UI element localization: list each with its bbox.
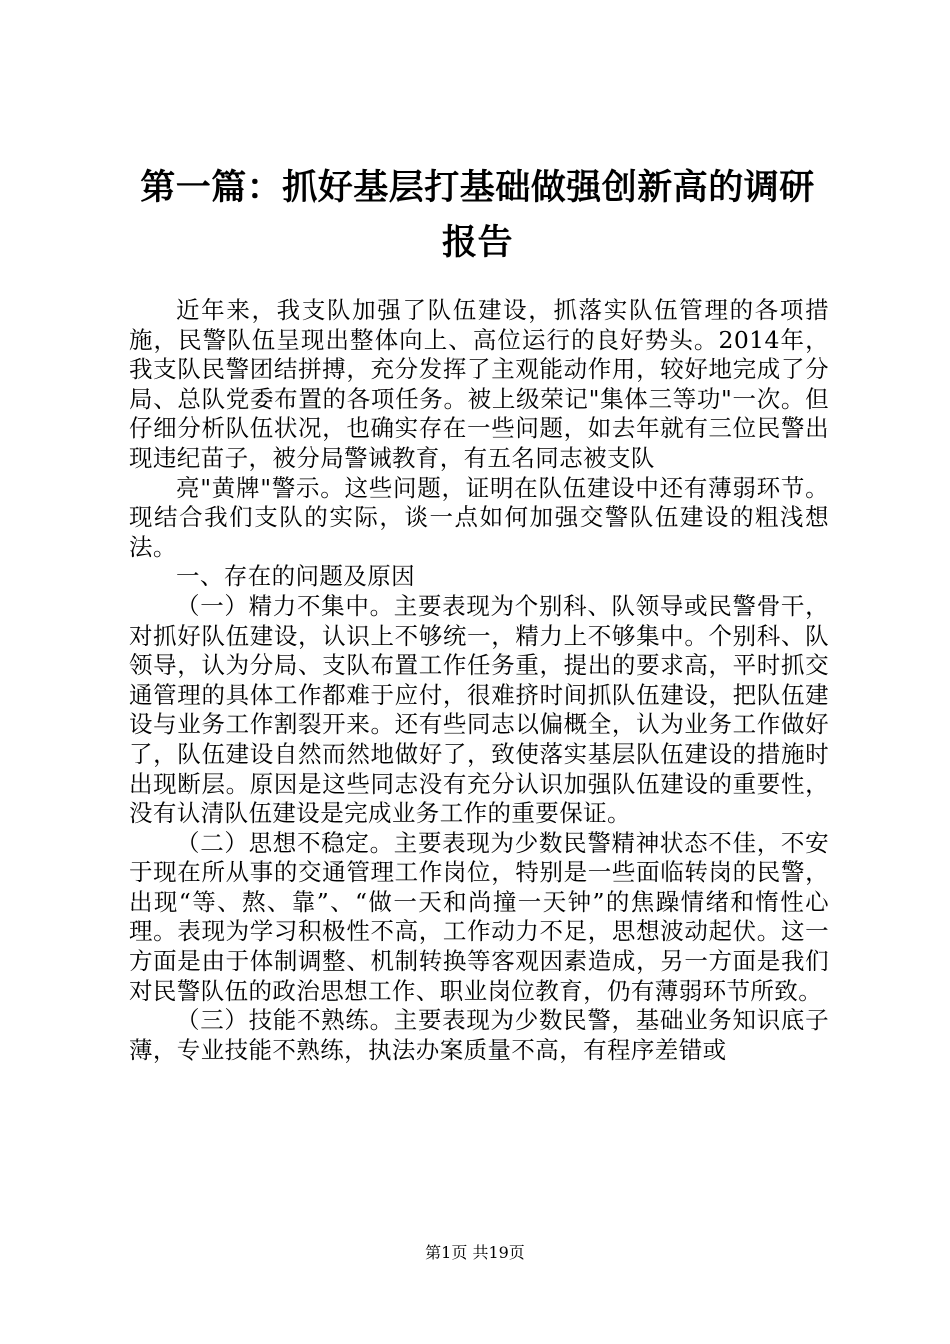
paragraph: （一）精力不集中。主要表现为个别科、队领导或民警骨干，对抓好队伍建设，认识上不够统一，精力上不够集中。个别科、队领导，认为分局、支队布置工作任务重，提出的要求高，平时抓交通管理的具体工作都难于应付，很难挤时间抓队伍建设，把队伍建设与业务工作割裂开来。还有些同志以偏概全，认为业务工作做好了，队伍建设自然而然地做好了，致使落实基层队伍建设的措施时出现断层。原因是这些同志没有充分认识加强队伍建设的重要性，没有认清队伍建设是完成业务工作的重要保证。	[129, 591, 829, 828]
document-title: 第一篇：抓好基层打基础做强创新高的调研报告	[140, 167, 815, 263]
paragraph: （三）技能不熟练。主要表现为少数民警，基础业务知识底子薄，专业技能不熟练，执法办案质量不高，有程序差错或	[129, 1006, 829, 1064]
page-number-footer: 第1页 共19页	[425, 1243, 525, 1262]
document-body	[129, 296, 829, 1065]
paragraph: 亮"黄牌"警示。这些问题，证明在队伍建设中还有薄弱环节。现结合我们支队的实际，谈一点如何加强交警队伍建设的粗浅想法。	[129, 473, 829, 561]
paragraph: （二）思想不稳定。主要表现为少数民警精神状态不佳，不安于现在所从事的交通管理工作岗位，特别是一些面临转岗的民警，出现“等、熬、靠”、“做一天和尚撞一天钟”的焦躁情绪和惰性心理。表现为学习积极性不高，工作动力不足，思想波动起伏。这一方面是由于体制调整、机制转换等客观因素造成，另一方面是我们对民警队伍的政治思想工作、职业岗位教育，仍有薄弱环节所致。	[129, 828, 829, 1005]
section-heading: 一、存在的问题及原因	[176, 562, 415, 591]
paragraph: 近年来，我支队加强了队伍建设，抓落实队伍管理的各项措施，民警队伍呈现出整体向上、高位运行的良好势头。2014年，我支队民警团结拼搏，充分发挥了主观能动作用，较好地完成了分局、总队党委布置的各项任务。被上级荣记"集体三等功"一次。但仔细分析队伍状况，也确实存在一些问题，如去年就有三位民警出现违纪苗子，被分局警诫教育，有五名同志被支队	[129, 296, 829, 472]
